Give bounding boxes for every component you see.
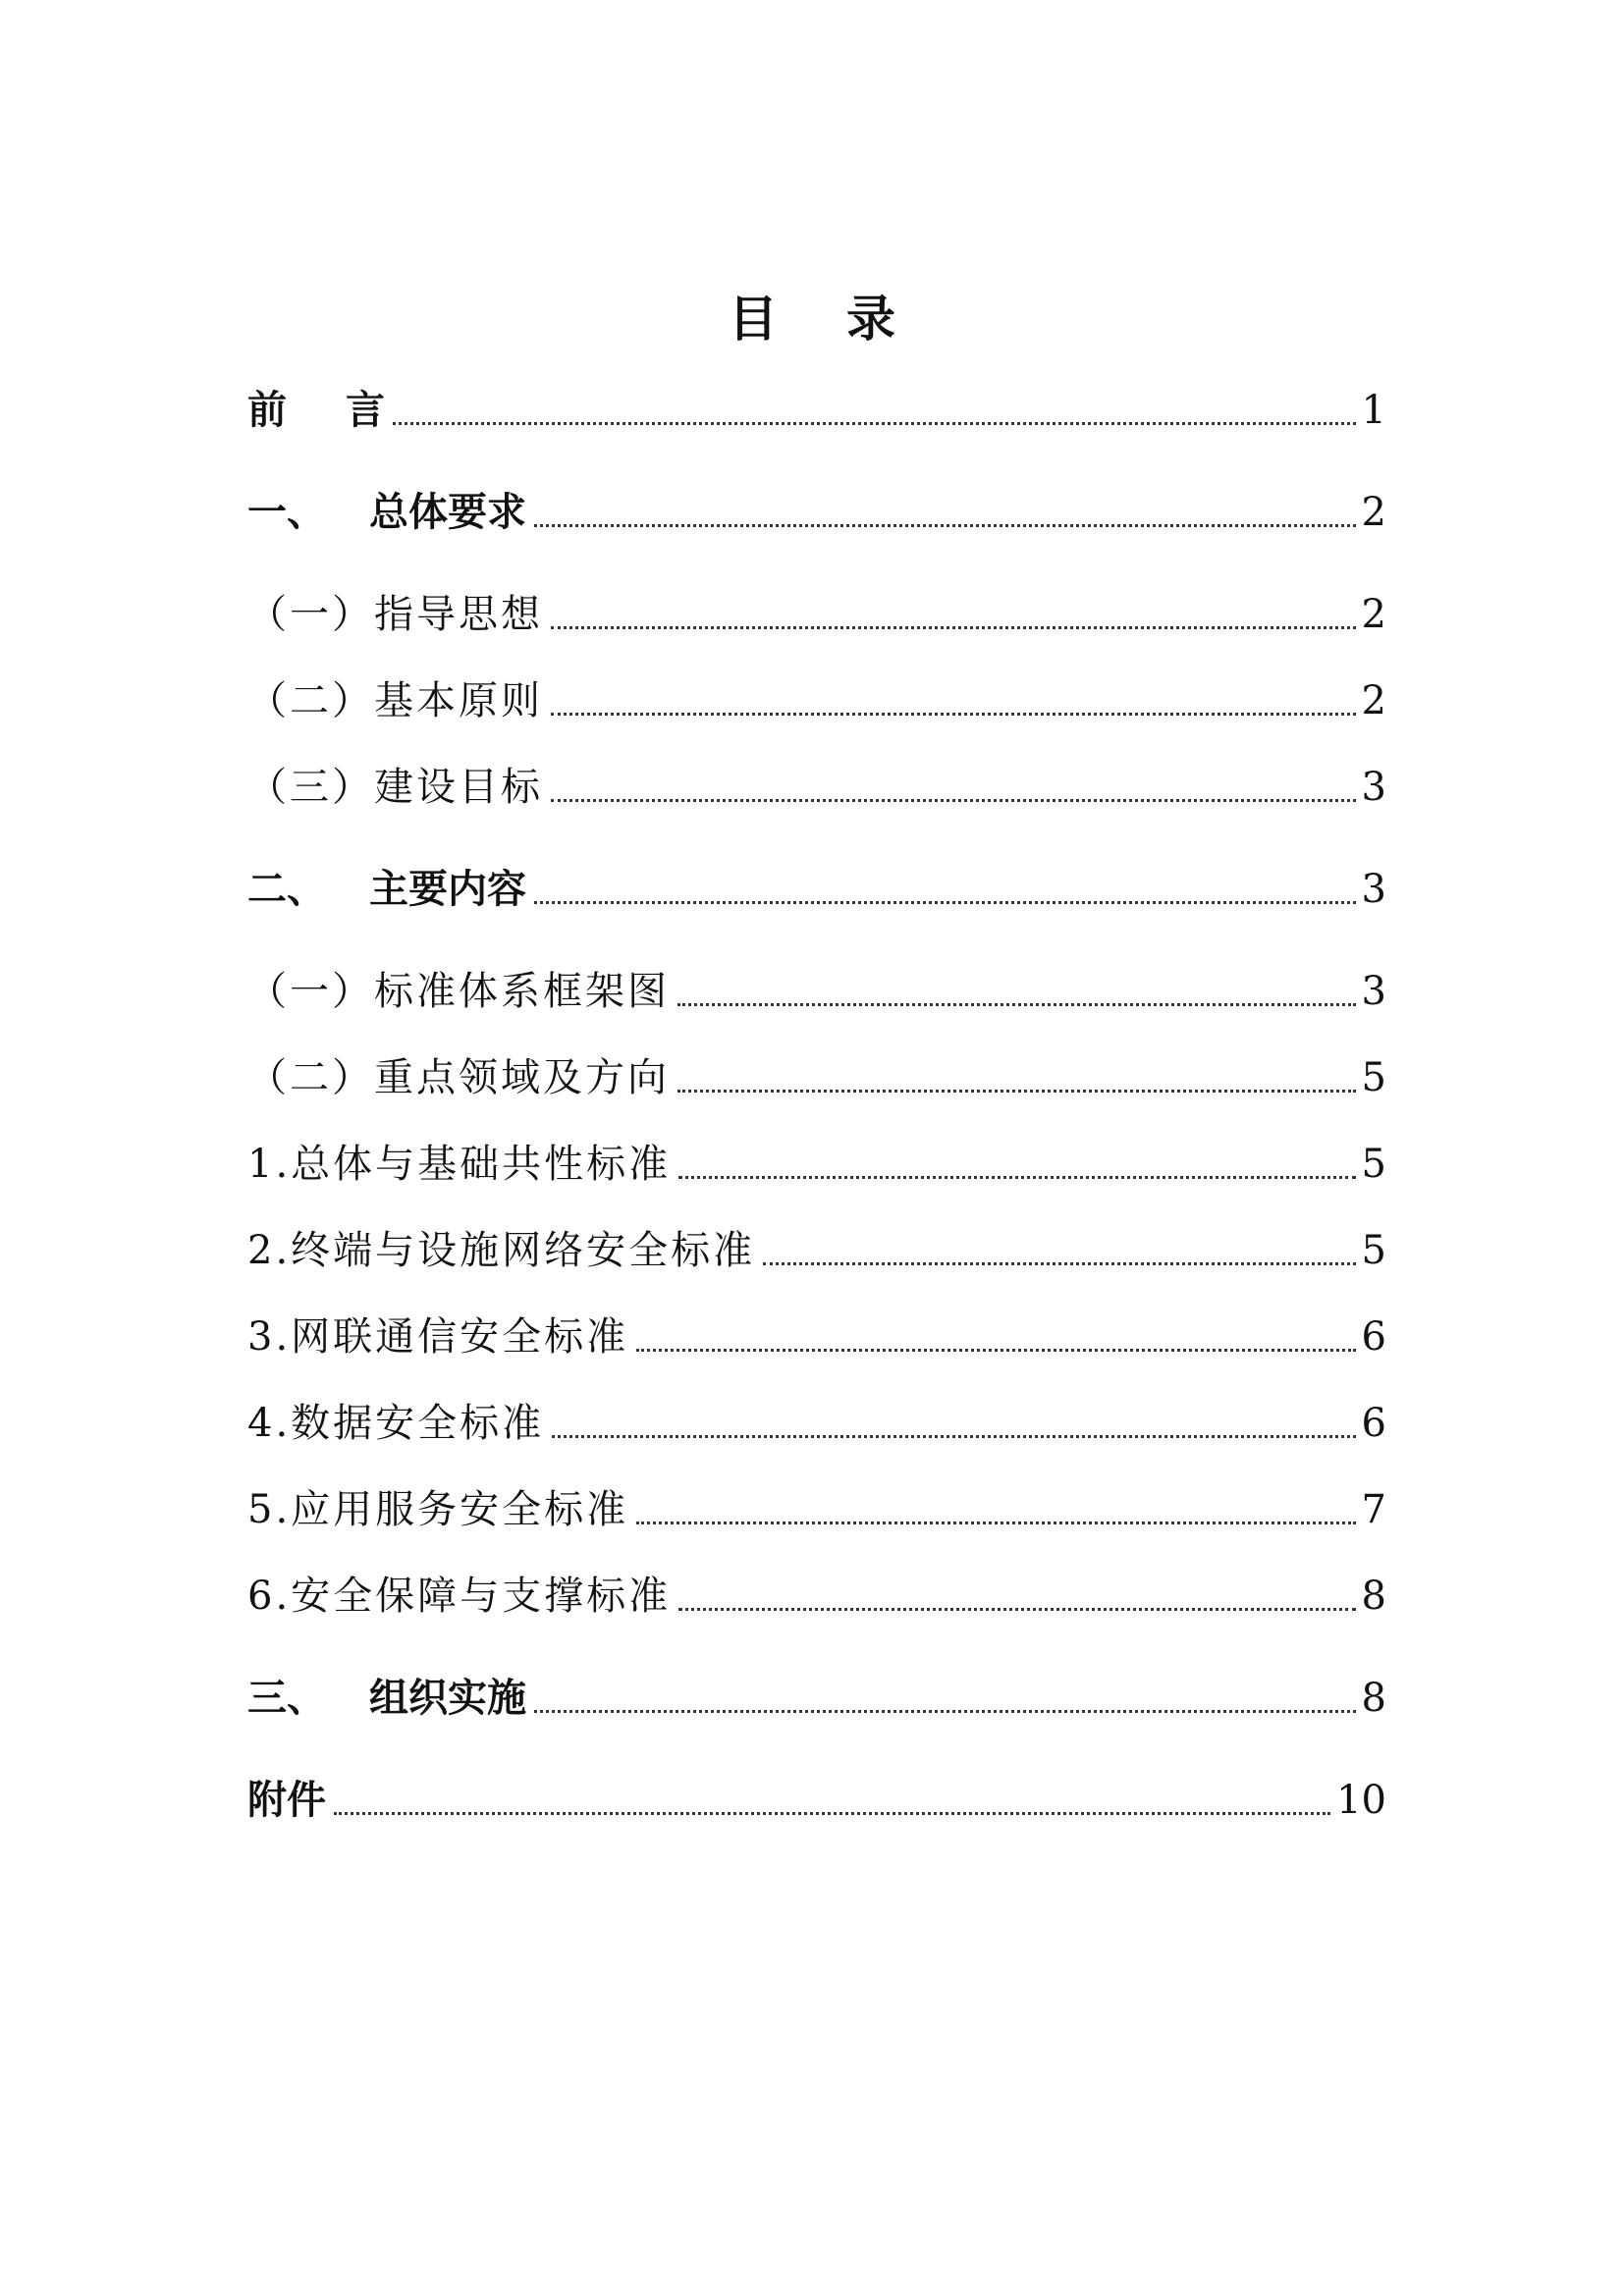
toc-page-number: 10: [1336, 1778, 1386, 1823]
toc-entry-label: （三）建设目标: [247, 765, 543, 810]
toc-entry-label: 附件: [247, 1778, 326, 1823]
toc-page-number: 3: [1361, 765, 1386, 810]
dot-leader: [393, 422, 1356, 425]
toc-entry-item[interactable]: [247, 1306, 1386, 1364]
toc-entry-item[interactable]: [247, 1219, 1386, 1278]
dot-leader: [763, 1262, 1355, 1265]
toc-entry-section-3[interactable]: [247, 1667, 1386, 1726]
toc-entry-label: （一）指导思想: [247, 592, 543, 637]
toc-entry-label: 3.网联通信安全标准: [247, 1314, 629, 1360]
toc-entry-item[interactable]: [247, 1392, 1386, 1451]
toc-entry-label: 1.总体与基础共性标准: [247, 1142, 672, 1187]
toc-entry-item[interactable]: [247, 1478, 1386, 1537]
dot-leader: [551, 626, 1356, 629]
toc-entry-subsection[interactable]: [247, 756, 1386, 815]
toc-entry-label: 一、 总体要求: [247, 490, 526, 535]
dot-leader: [677, 1003, 1356, 1006]
toc-entry-subsection[interactable]: [247, 960, 1386, 1019]
dot-leader: [551, 713, 1356, 716]
toc-page-number: 1: [1361, 388, 1386, 433]
dot-leader: [636, 1522, 1355, 1524]
toc-entry-label: （二）重点领域及方向: [247, 1055, 670, 1100]
toc-entry-item[interactable]: [247, 1133, 1386, 1192]
dot-leader: [534, 1710, 1356, 1713]
title-char-1: 目: [729, 290, 778, 347]
toc-page-number: 5: [1361, 1142, 1386, 1187]
dot-leader: [636, 1349, 1355, 1352]
toc-page-number: 5: [1361, 1228, 1386, 1273]
dot-leader: [678, 1176, 1355, 1179]
toc-page-number: 2: [1361, 678, 1386, 723]
toc-page-number: 2: [1361, 592, 1386, 637]
dot-leader: [677, 1090, 1356, 1093]
toc-entry-label: 6.安全保障与支撑标准: [247, 1574, 672, 1619]
dot-leader: [678, 1608, 1355, 1611]
toc-entry-label: （一）标准体系框架图: [247, 969, 670, 1014]
dot-leader: [551, 799, 1356, 802]
toc-entry-label: 二、 主要内容: [247, 867, 526, 912]
toc-entry-item[interactable]: [247, 1565, 1386, 1624]
toc-page-number: 6: [1361, 1314, 1386, 1360]
page-title: [0, 285, 1624, 353]
toc-entry-label: 5.应用服务安全标准: [247, 1487, 629, 1532]
toc-entry-label: 2.终端与设施网络安全标准: [247, 1228, 756, 1273]
toc-page-number: 5: [1361, 1055, 1386, 1100]
dot-leader: [334, 1812, 1330, 1815]
dot-leader: [552, 1435, 1355, 1438]
toc-page-number: 8: [1361, 1676, 1386, 1721]
toc-entry-label: 4.数据安全标准: [247, 1401, 545, 1446]
dot-leader: [534, 901, 1356, 904]
toc-entry-subsection[interactable]: [247, 583, 1386, 642]
toc-entry-section-2[interactable]: [247, 858, 1386, 917]
toc-entry-label: （二）基本原则: [247, 678, 543, 723]
toc-entry-appendix[interactable]: [247, 1769, 1386, 1828]
toc-page-number: 7: [1361, 1487, 1386, 1532]
toc-entry-section-1[interactable]: [247, 481, 1386, 540]
toc-page-number: 6: [1361, 1401, 1386, 1446]
toc-page-number: 2: [1361, 490, 1386, 535]
toc-entry-preface[interactable]: [247, 379, 1386, 438]
toc-page-number: 3: [1361, 969, 1386, 1014]
toc-entry-label: 前 言: [247, 388, 385, 433]
toc-page-number: 3: [1361, 867, 1386, 912]
toc-entry-subsection[interactable]: [247, 669, 1386, 728]
toc-page-number: 8: [1361, 1574, 1386, 1619]
dot-leader: [534, 524, 1356, 527]
toc-entry-subsection[interactable]: [247, 1046, 1386, 1105]
title-char-2: 录: [846, 290, 895, 347]
toc-entry-label: 三、 组织实施: [247, 1676, 526, 1721]
